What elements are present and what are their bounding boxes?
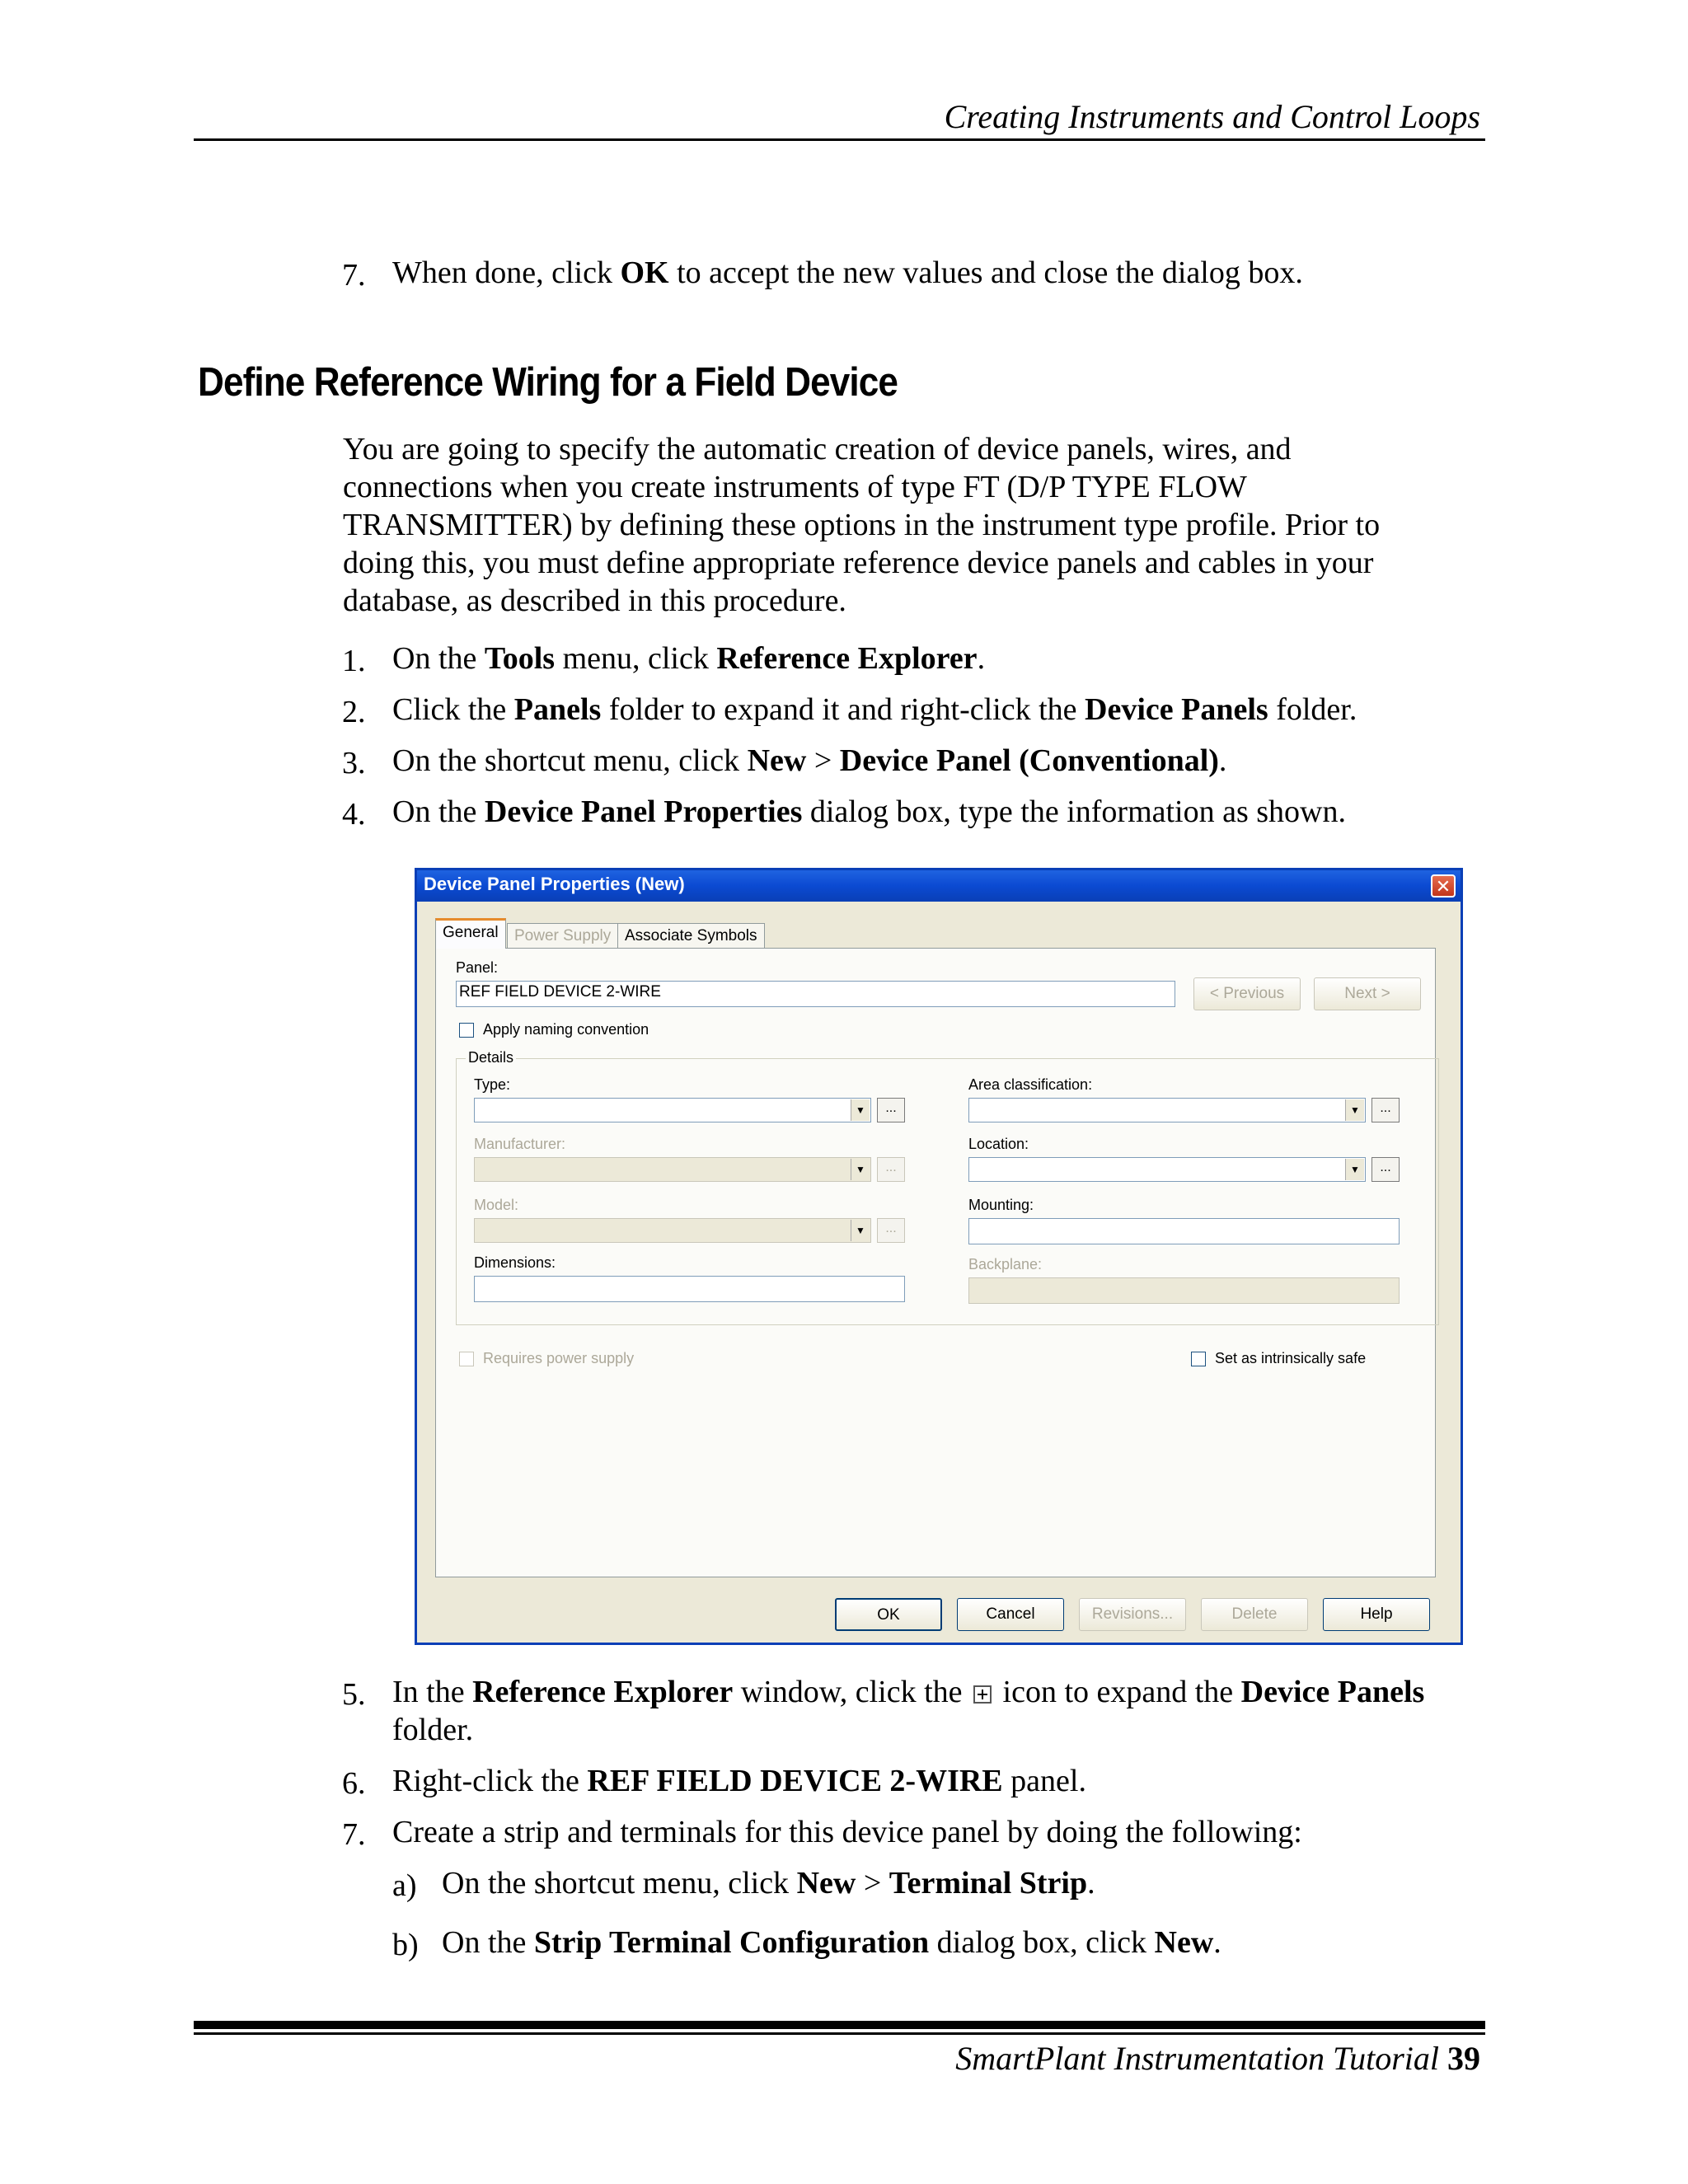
step-number: 4. [342, 797, 366, 832]
chevron-down-icon[interactable]: ▼ [851, 1159, 870, 1180]
dialog-title: Device Panel Properties (New) [424, 874, 685, 894]
substep-text: On the Strip Terminal Configuration dialog box, click New. [442, 1925, 1221, 1960]
paragraph-line: database, as described in this procedure. [343, 583, 846, 618]
area-classification-label: Area classification: [968, 1076, 1093, 1093]
footer-rule-thin [194, 2032, 1485, 2035]
chevron-down-icon[interactable]: ▼ [1345, 1159, 1364, 1180]
requires-power-supply-label: Requires power supply [483, 1350, 635, 1366]
step-text: Right-click the REF FIELD DEVICE 2-WIRE panel. [392, 1764, 1086, 1798]
section-heading: Define Reference Wiring for a Field Device [198, 360, 898, 405]
intro-paragraph [343, 430, 1380, 620]
intro-step-text: When done, click OK to accept the new values and close the dialog box. [392, 255, 1303, 290]
location-combo[interactable] [968, 1157, 1366, 1182]
ok-button[interactable]: OK [835, 1598, 942, 1631]
close-icon[interactable]: ✕ [1431, 874, 1456, 898]
step-number: 1. [342, 644, 366, 678]
device-panel-properties-dialog [415, 868, 1463, 1645]
mounting-input[interactable] [968, 1218, 1400, 1244]
dimensions-input[interactable] [474, 1276, 905, 1302]
footer-title: SmartPlant Instrumentation Tutorial [955, 2040, 1439, 2077]
step-number: 3. [342, 746, 366, 780]
delete-button[interactable]: Delete [1201, 1598, 1308, 1631]
backplane-input[interactable] [968, 1277, 1400, 1304]
help-button[interactable]: Help [1323, 1598, 1430, 1631]
type-browse-button[interactable]: ... [877, 1098, 905, 1122]
type-label: Type: [474, 1076, 511, 1093]
dimensions-label: Dimensions: [474, 1254, 556, 1271]
step-number: 6. [342, 1766, 366, 1801]
substep-text: On the shortcut menu, click New > Terminal Strip. [442, 1866, 1095, 1900]
paragraph-line: doing this, you must define appropriate reference device panels and cables in your [343, 546, 1374, 580]
model-label: Model: [474, 1197, 519, 1213]
paragraph-line: You are going to specify the automatic creation of device panels, wires, and [343, 432, 1292, 466]
footer-rule-thick [194, 2021, 1485, 2029]
running-header: Creating Instruments and Control Loops [944, 98, 1480, 135]
panel-input[interactable]: REF FIELD DEVICE 2-WIRE [456, 981, 1175, 1007]
intrinsically-safe-label: Set as intrinsically safe [1215, 1350, 1367, 1366]
chevron-down-icon[interactable]: ▼ [851, 1220, 870, 1241]
header-rule [194, 138, 1485, 141]
details-label: Details [466, 1049, 516, 1066]
running-footer [955, 2039, 1480, 2078]
paragraph-line: connections when you create instruments of type FT (D/P TYPE FLOW [343, 470, 1247, 504]
step-number: 7. [342, 1817, 366, 1852]
area-classification-browse-button[interactable]: ... [1372, 1098, 1400, 1122]
paragraph-line: TRANSMITTER) by defining these options in the instrument type profile. Prior to [343, 508, 1381, 542]
substep-letter: b) [392, 1928, 419, 1962]
expand-plus-icon [973, 1685, 992, 1704]
step-text: Click the Panels folder to expand it and right-click the Device Panels folder. [392, 692, 1357, 727]
model-combo[interactable] [474, 1218, 871, 1243]
cancel-button[interactable]: Cancel [957, 1598, 1064, 1631]
type-combo[interactable] [474, 1098, 871, 1122]
dialog-titlebar[interactable] [417, 870, 1461, 902]
chevron-down-icon[interactable]: ▼ [1345, 1099, 1364, 1121]
area-classification-combo[interactable] [968, 1098, 1366, 1122]
step-text: On the shortcut menu, click New > Device Panel (Conventional). [392, 743, 1227, 778]
tab-general[interactable]: General [435, 918, 506, 949]
tab-power-supply[interactable]: Power Supply [507, 923, 618, 948]
step-text: Create a strip and terminals for this device panel by doing the following: [392, 1815, 1302, 1849]
next-button[interactable]: Next > [1314, 977, 1421, 1010]
step-number: 2. [342, 695, 366, 729]
panel-label: Panel: [456, 959, 499, 976]
intrinsically-safe-checkbox[interactable] [1191, 1352, 1206, 1366]
previous-button[interactable]: < Previous [1193, 977, 1301, 1010]
step-text: On the Tools menu, click Reference Explorer. [392, 641, 986, 676]
backplane-label: Backplane: [968, 1256, 1043, 1272]
revisions-button[interactable]: Revisions... [1079, 1598, 1186, 1631]
manufacturer-combo[interactable] [474, 1157, 871, 1182]
tab-associate-symbols[interactable]: Associate Symbols [617, 923, 765, 948]
chevron-down-icon[interactable]: ▼ [851, 1099, 870, 1121]
step-number: 7. [342, 258, 366, 293]
step-number: 5. [342, 1677, 366, 1712]
step-text: In the Reference Explorer window, click the icon to expand the Device Panels [392, 1675, 1425, 1709]
location-browse-button[interactable]: ... [1372, 1157, 1400, 1182]
manufacturer-label: Manufacturer: [474, 1136, 566, 1152]
naming-convention-label: Apply naming convention [483, 1021, 649, 1038]
page-number: 39 [1447, 2040, 1480, 2077]
step-text-continued: folder. [392, 1713, 474, 1747]
substep-letter: a) [392, 1868, 417, 1903]
step-text: On the Device Panel Properties dialog box, type the information as shown. [392, 794, 1346, 829]
manufacturer-browse-button[interactable]: ... [877, 1157, 905, 1182]
location-label: Location: [968, 1136, 1029, 1152]
model-browse-button[interactable]: ... [877, 1218, 905, 1243]
naming-convention-checkbox[interactable] [459, 1023, 474, 1038]
mounting-label: Mounting: [968, 1197, 1034, 1213]
requires-power-supply-checkbox[interactable] [459, 1352, 474, 1366]
